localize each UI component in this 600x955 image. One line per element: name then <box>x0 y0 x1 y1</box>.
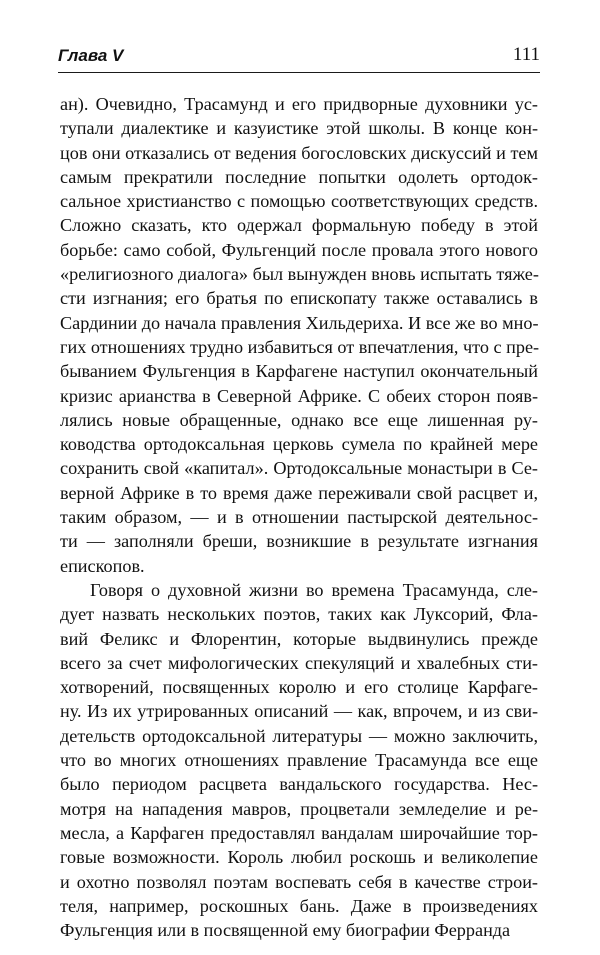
text-line: епископов. <box>60 555 145 576</box>
text-line: мотря на нападения мавров, процветали земледелие и ре- <box>60 798 538 819</box>
text-line: гих отношениях трудно избавиться от впечатления, что с пре- <box>60 336 540 357</box>
text-body <box>60 92 538 942</box>
text-line: сохранить свой «капитал». Ортодоксальные монастыри в Се- <box>60 458 538 479</box>
text-line: Сардинии до начала правления Хильдериха. И все же во мно- <box>60 312 539 333</box>
text-line: и охотно позволял поэтам воспевать себя в качестве строи- <box>60 871 538 892</box>
text-line: быванием Фульгенция в Карфагене наступил окончательный <box>60 361 538 382</box>
text-line: месла, а Карфаген предоставлял вандалам широчайшие тор- <box>60 822 538 843</box>
text-line: говые возможности. Король любил роскошь и великолепие <box>60 847 538 868</box>
text-line: лялись новые обращенные, однако все еще лишенная ру- <box>60 409 538 430</box>
page-number: 111 <box>512 44 540 65</box>
text-line: что во многих отношениях правление Трасамунда все еще <box>60 750 538 771</box>
text-line: «религиозного диалога» был вынужден вновь испытать тяже- <box>60 264 539 285</box>
text-line: верной Африке в то время даже переживали свой расцвет и, <box>60 482 538 503</box>
text-line: дует назвать нескольких поэтов, таких как Луксорий, Фла- <box>60 604 538 625</box>
running-head <box>58 44 540 73</box>
text-line: кризис арианства в Северной Африке. С обеих сторон появ- <box>60 385 538 406</box>
text-line: было периодом расцвета вандальского государства. Нес- <box>60 774 538 795</box>
text-line: сальное христианство с помощью соответствующих средств. <box>60 191 538 212</box>
text-line: сти изгнания; его братья по епископату также оставались в <box>60 288 538 309</box>
text-line: борьбе: само собой, Фульгенций после провала этого нового <box>60 239 538 260</box>
text-line: Говоря о духовной жизни во времена Трасамунда, сле- <box>90 579 538 600</box>
text-line: хотворений, посвященных королю и его столице Карфаге- <box>60 677 538 698</box>
text-line: ан). Очевидно, Трасамунд и его придворные духовники ус- <box>60 94 538 114</box>
text-line: ти — заполняли бреши, возникшие в результате изгнания <box>60 531 538 552</box>
text-line: ководства ортодоксальная церковь сумела по крайней мере <box>60 434 538 455</box>
text-line: самым прекратили последние попытки одолеть ортодок- <box>60 166 538 187</box>
paragraph <box>60 92 538 578</box>
text-line: детельств ортодоксальной литературы — можно заключить, <box>60 725 538 746</box>
text-line: вий Феликс и Флорентин, которые выдвинулись прежде <box>60 628 538 649</box>
text-line: цов они отказались от ведения богословских дискуссий и тем <box>60 142 538 163</box>
text-line: ну. Из их утрированных описаний — как, впрочем, и из сви- <box>60 701 538 722</box>
text-line: таким образом, — и в отношении пастырской деятельнос- <box>60 507 538 528</box>
chapter-label: Глава V <box>58 46 124 65</box>
text-line: тупали диалектике и казуистике этой школы. В конце кон- <box>60 118 538 139</box>
paragraph <box>60 578 538 942</box>
text-line: всего за счет мифологических спекуляций и хвалебных сти- <box>60 652 538 673</box>
text-line: Фульгенция или в посвященной ему биографии Ферранда <box>60 920 511 941</box>
text-line: Сложно сказать, кто одержал формальную победу в этой <box>60 215 538 236</box>
text-line: теля, например, роскошных бань. Даже в произведениях <box>60 895 538 916</box>
